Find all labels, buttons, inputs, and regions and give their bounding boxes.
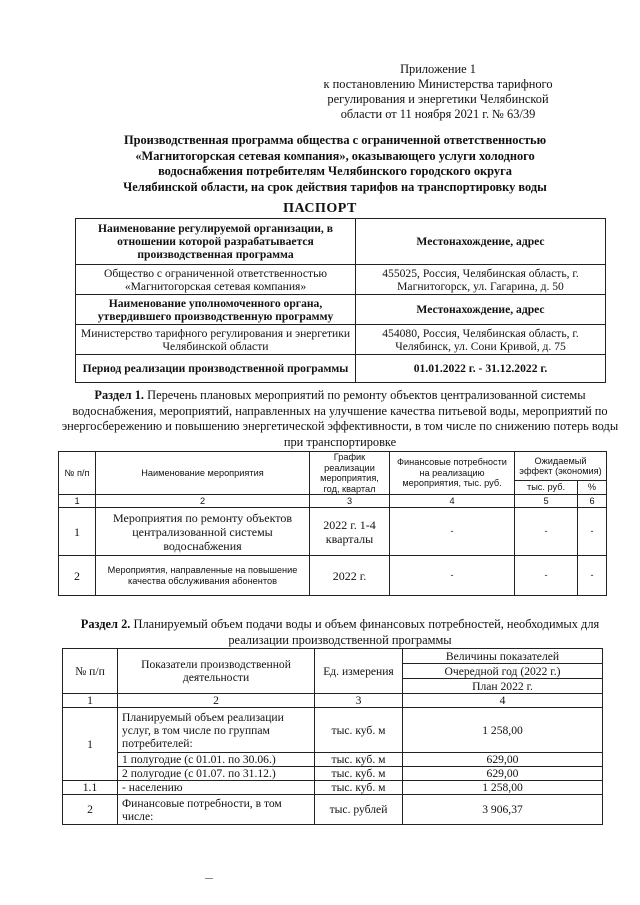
s2-row-unit: тыс. рублей [315,795,403,825]
s1-header-num: № п/п [59,452,96,495]
s1-row-rub: - [515,556,578,596]
s1-row-num: 1 [59,508,96,556]
appendix-line: регулирования и энергетики Челябинской [327,92,549,106]
section1-text: Перечень плановых мероприятий по ремонту объектов централизованной системы водоснабжения, мероприятий, направленных на улучшение качества питьевой воды, мероприятий по энергосбережению и повышению энергетической эффективности, в том числе по снижению потерь воды при транспортировке [61,388,619,449]
s1-header-schedule: График реализации мероприятия, год, квартал [310,452,390,495]
s2-header-year: Очередной год (2022 г.) [403,664,603,679]
section2-text: Планируемый объем подачи воды и объем финансовых потребностей, необходимых для реализации производственной программы [133,617,600,647]
s2-row-value: 629,00 [403,753,603,767]
appendix-block [288,62,588,122]
s1-header-effect: Ожидаемый эффект (экономия) [515,452,607,481]
s2-row-indicator: 1 полугодие (с 01.01. по 30.06.) [118,753,315,767]
authority-header-cell: Наименование уполномоченного органа, утвердившего производственную программу [76,295,356,325]
table-row [63,753,603,767]
s1-header-finance: Финансовые потребности на реализацию мероприятия, тыс. руб. [390,452,515,495]
title-line: «Магнитогорская сетевая компания», оказывающего услуги холодного [135,148,535,163]
org-name-cell: Общество с ограниченной ответственностью «Магнитогорская сетевая компания» [76,265,356,295]
s2-header-plan: План 2022 г. [403,679,603,694]
s1-colnum: 5 [515,495,578,508]
section2-heading [70,617,610,648]
authority-address-cell: 454080, Россия, Челябинская область, г. Челябинск, ул. Сони Кривой, д. 75 [356,325,606,355]
s1-header-effect-rub: тыс. руб. [515,481,578,495]
s2-row-unit: тыс. куб. м [315,708,403,753]
table-row [63,708,603,753]
location-header-cell: Местонахождение, адрес [356,219,606,265]
s1-row-name: Мероприятия по ремонту объектов централизованной системы водоснабжения [96,508,310,556]
table-row [59,508,607,556]
s2-row-unit: тыс. куб. м [315,767,403,781]
s2-header-values: Величины показателей [403,649,603,664]
section1-table [58,451,607,596]
s1-colnum: 6 [578,495,607,508]
s2-row-unit: тыс. куб. м [315,781,403,795]
s2-colnum: 2 [118,694,315,708]
s1-row-finance: - [390,508,515,556]
section1-heading [60,388,620,450]
section1-label: Раздел 1. [94,388,145,402]
s2-row-unit: тыс. куб. м [315,753,403,767]
s1-row-schedule: 2022 г. 1-4 кварталы [310,508,390,556]
s2-header-num: № п/п [63,649,118,694]
s2-colnum: 3 [315,694,403,708]
s2-row-num: 1 [63,708,118,781]
s1-colnum: 3 [310,495,390,508]
document-title [80,133,590,195]
s2-colnum: 1 [63,694,118,708]
table-row [63,781,603,795]
section2-label: Раздел 2. [80,617,131,631]
s2-row-num: 2 [63,795,118,825]
period-value-cell: 01.01.2022 г. - 31.12.2022 г. [356,355,606,383]
s1-row-schedule: 2022 г. [310,556,390,596]
s1-row-name: Мероприятия, направленные на повышение качества обслуживания абонентов [96,556,310,596]
s1-colnum: 1 [59,495,96,508]
table-row [63,767,603,781]
s1-row-finance: - [390,556,515,596]
appendix-line: области от 11 ноября 2021 г. № 63/39 [340,107,536,121]
org-address-cell: 455025, Россия, Челябинская область, г. Магнитогорск, ул. Гагарина, д. 50 [356,265,606,295]
s2-row-indicator: Планируемый объем реализации услуг, в том числе по группам потребителей: [118,708,315,753]
appendix-line: к постановлению Министерства тарифного [323,77,553,91]
passport-table [75,218,606,383]
s1-colnum: 4 [390,495,515,508]
s1-row-rub: - [515,508,578,556]
period-label-cell: Период реализации производственной программы [76,355,356,383]
s2-row-value: 1 258,00 [403,708,603,753]
s2-header-unit: Ед. измерения [315,649,403,694]
s1-row-pct: - [578,508,607,556]
s2-row-value: 1 258,00 [403,781,603,795]
s1-colnum: 2 [96,495,310,508]
appendix-line: Приложение 1 [400,62,476,76]
title-line: Производственная программа общества с ограниченной ответственностью [123,133,547,147]
s2-colnum: 4 [403,694,603,708]
s2-row-num: 1.1 [63,781,118,795]
passport-heading: ПАСПОРТ [283,201,357,216]
authority-location-header-cell: Местонахождение, адрес [356,295,606,325]
org-header-cell: Наименование регулируемой организации, в отношении которой разрабатывается производственная программа [76,219,356,265]
s2-row-value: 629,00 [403,767,603,781]
s2-row-value: 3 906,37 [403,795,603,825]
s2-row-indicator: - населению [118,781,315,795]
s2-header-indicator: Показатели производственной деятельности [118,649,315,694]
title-line: Челябинской области, на срок действия тарифов на транспортировку воды [123,179,547,194]
s1-header-effect-pct: % [578,481,607,495]
section2-table [62,648,603,825]
s2-row-indicator: Финансовые потребности, в том числе: [118,795,315,825]
s1-header-name: Наименование мероприятия [96,452,310,495]
s2-row-indicator: 2 полугодие (с 01.07. по 31.12.) [118,767,315,781]
s1-row-pct: - [578,556,607,596]
authority-name-cell: Министерство тарифного регулирования и энергетики Челябинской области [76,325,356,355]
table-row [63,795,603,825]
s1-row-num: 2 [59,556,96,596]
scan-mark [205,878,213,879]
table-row [59,556,607,596]
title-line: водоснабжения потребителям Челябинского городского округа [158,164,512,178]
